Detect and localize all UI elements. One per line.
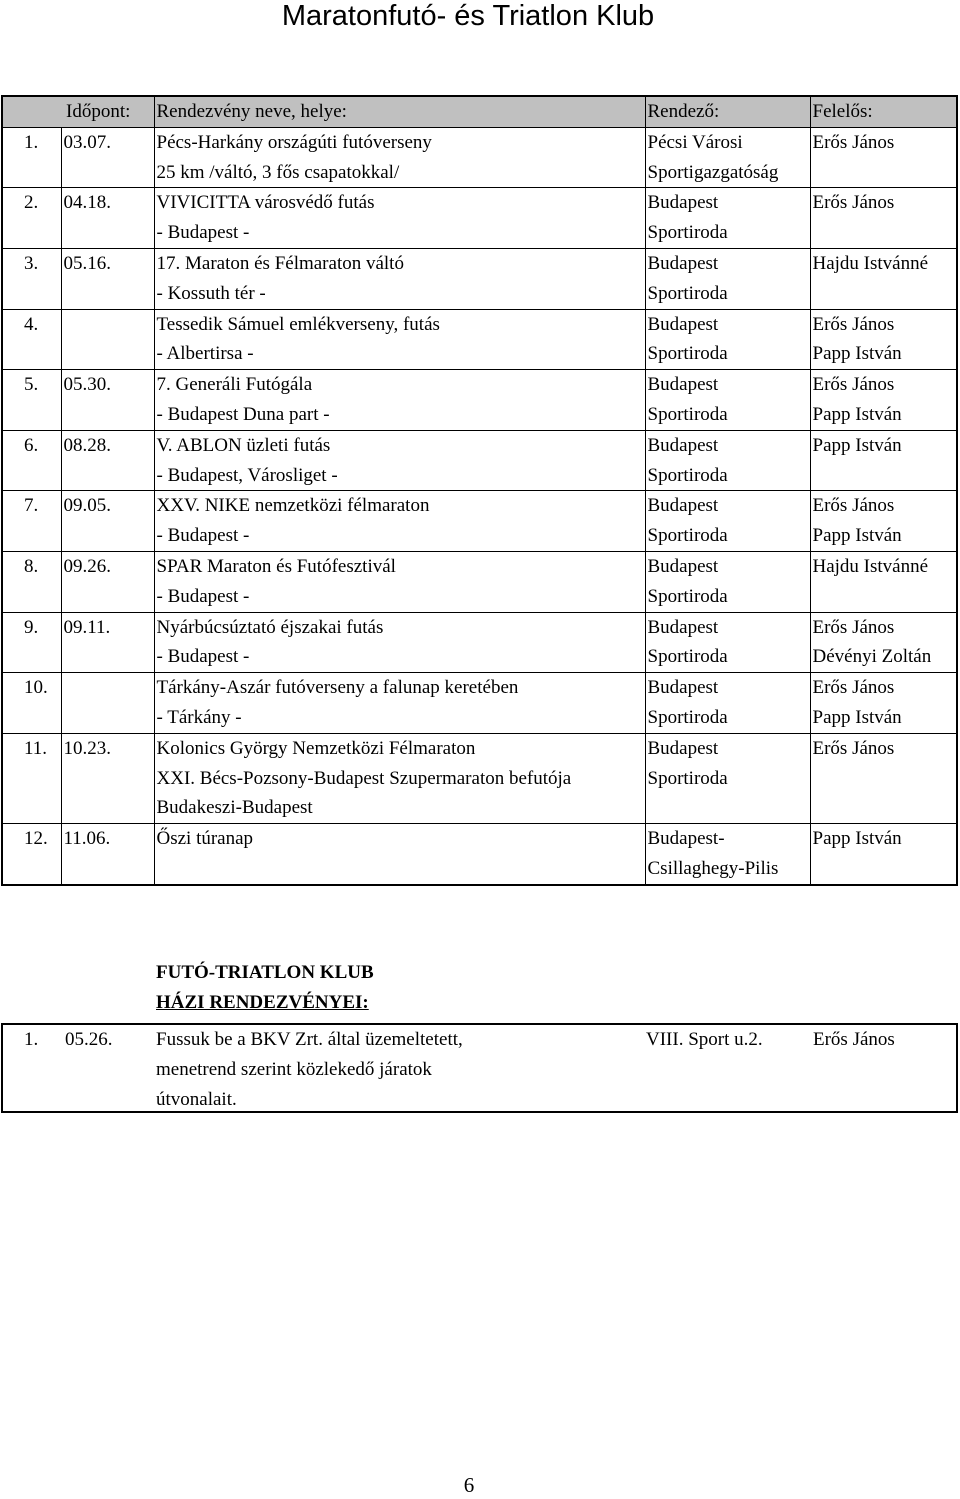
row-date [61, 673, 154, 734]
club-event-row [1, 1023, 958, 1113]
club-event-name-line: Fussuk be a BKV Zrt. által üzemeltetett, [156, 1029, 463, 1050]
row-date: 05.16. [61, 248, 154, 309]
row-event-line: 17. Maraton és Félmaraton váltó [156, 252, 404, 274]
row-number: 9. [2, 612, 61, 673]
row-event-line: Kolonics György Nemzetközi Félmaraton [156, 737, 476, 759]
row-event [154, 673, 645, 734]
row-event-line: SPAR Maraton és Futófesztivál [156, 555, 396, 577]
club-event-date: 05.26. [65, 1029, 113, 1050]
row-responsible [810, 370, 957, 431]
club-heading-line2: HÁZI RENDEZVÉNYEI: [156, 991, 369, 1013]
row-organizer-line: Csillaghegy-Pilis [647, 857, 779, 879]
row-event [154, 612, 645, 673]
row-organizer-line: Sportiroda [647, 282, 728, 304]
events-table-body [2, 127, 957, 884]
row-event [154, 309, 645, 370]
row-number: 8. [2, 551, 61, 612]
row-date: 10.23. [61, 733, 154, 823]
header-date: Időpont: [2, 96, 154, 127]
row-organizer-line: Budapest [647, 677, 719, 699]
row-date: 09.05. [61, 491, 154, 552]
row-responsible [810, 491, 957, 552]
row-organizer-line: Sportigazgatóság [647, 161, 779, 183]
row-responsible-line: Erős János [812, 374, 895, 396]
table-row [2, 673, 957, 734]
row-organizer-line: Budapest [647, 192, 719, 214]
row-event [154, 127, 645, 188]
row-responsible-line: Dévényi Zoltán [812, 646, 932, 668]
table-row [2, 370, 957, 431]
table-row [2, 188, 957, 249]
row-organizer-line: Sportiroda [647, 343, 728, 365]
row-event [154, 188, 645, 249]
row-event [154, 733, 645, 823]
row-organizer [645, 430, 810, 491]
row-event-line: - Kossuth tér - [156, 282, 266, 304]
row-event-line: - Budapest - [156, 525, 250, 547]
row-organizer [645, 612, 810, 673]
club-event-name-line: útvonalait. [156, 1088, 237, 1110]
row-organizer [645, 188, 810, 249]
row-organizer-line: Sportiroda [647, 706, 728, 728]
row-organizer [645, 248, 810, 309]
row-number: 3. [2, 248, 61, 309]
row-date: 08.28. [61, 430, 154, 491]
row-organizer [645, 673, 810, 734]
row-number: 12. [2, 824, 61, 885]
row-responsible [810, 248, 957, 309]
row-event-line: 25 km /váltó, 3 fős csapatokkal/ [156, 161, 400, 183]
row-event-line: 7. Generáli Futógála [156, 374, 313, 396]
row-organizer-line: Budapest [647, 555, 719, 577]
table-row [2, 248, 957, 309]
row-responsible [810, 673, 957, 734]
row-organizer [645, 551, 810, 612]
row-responsible-line: Erős János [812, 737, 895, 759]
row-responsible [810, 824, 957, 885]
row-number: 6. [2, 430, 61, 491]
club-event-num: 1. [24, 1029, 39, 1050]
row-event-line: Tárkány-Aszár futóverseny a falunap keretében [156, 677, 519, 699]
row-responsible-line: Erős János [812, 616, 895, 638]
row-date: 09.11. [61, 612, 154, 673]
club-heading-line1: FUTÓ-TRIATLON KLUB [156, 962, 374, 983]
club-event-organizer: VIII. Sport u.2. [646, 1029, 763, 1050]
row-organizer-line: Budapest- [647, 828, 725, 850]
row-responsible-line: Erős János [812, 313, 895, 335]
row-organizer [645, 370, 810, 431]
row-number: 4. [2, 309, 61, 370]
row-responsible-line: Hajdu Istvánné [812, 252, 929, 274]
row-event [154, 491, 645, 552]
row-responsible-line: Erős János [812, 495, 895, 517]
table-row [2, 309, 957, 370]
row-organizer-line: Pécsi Városi [647, 131, 743, 153]
row-event-line: VIVICITTA városvédő futás [156, 192, 375, 214]
row-event [154, 430, 645, 491]
page-title: Maratonfutó- és Triatlon Klub [281, 0, 655, 32]
club-event-responsible: Erős János [813, 1029, 895, 1050]
row-organizer [645, 309, 810, 370]
row-responsible [810, 551, 957, 612]
row-organizer-line: Budapest [647, 616, 719, 638]
table-row [2, 824, 957, 885]
row-event-line: Őszi túranap [156, 828, 254, 850]
table-row [2, 491, 957, 552]
row-date: 11.06. [61, 824, 154, 885]
row-date: 04.18. [61, 188, 154, 249]
row-responsible-line: Erős János [812, 677, 895, 699]
row-event-line: Tessedik Sámuel emlékverseny, futás [156, 313, 440, 335]
row-event-line: Nyárbúcsúztató éjszakai futás [156, 616, 384, 638]
table-header-row [2, 96, 957, 127]
row-event [154, 824, 645, 885]
table-row [2, 612, 957, 673]
row-responsible [810, 612, 957, 673]
row-organizer [645, 491, 810, 552]
row-date: 03.07. [61, 127, 154, 188]
row-event-line: - Budapest - [156, 585, 250, 607]
row-responsible-line: Papp István [812, 434, 902, 456]
row-organizer-line: Budapest [647, 495, 719, 517]
row-organizer-line: Sportiroda [647, 767, 728, 789]
row-responsible-line: Papp István [812, 343, 902, 365]
row-responsible-line: Erős János [812, 131, 895, 153]
row-event-line: XXV. NIKE nemzetközi félmaraton [156, 495, 430, 517]
row-date [61, 309, 154, 370]
row-event-line: Pécs-Harkány országúti futóverseny [156, 131, 432, 153]
table-row [2, 430, 957, 491]
row-event [154, 551, 645, 612]
row-organizer-line: Sportiroda [647, 585, 728, 607]
row-organizer-line: Budapest [647, 313, 719, 335]
row-organizer-line: Budapest [647, 252, 719, 274]
row-number: 2. [2, 188, 61, 249]
row-date: 05.30. [61, 370, 154, 431]
row-responsible-line: Papp István [812, 525, 902, 547]
row-event-line: XXI. Bécs-Pozsony-Budapest Szupermaraton befutója [156, 767, 572, 789]
row-event-line: - Budapest - [156, 646, 250, 668]
row-event-line: - Budapest - [156, 222, 250, 244]
row-number: 5. [2, 370, 61, 431]
row-responsible-line: Papp István [812, 828, 902, 850]
row-date: 09.26. [61, 551, 154, 612]
row-organizer-line: Sportiroda [647, 222, 728, 244]
row-event [154, 248, 645, 309]
row-organizer-line: Sportiroda [647, 403, 728, 425]
row-responsible-line: Hajdu Istvánné [812, 555, 929, 577]
row-organizer-line: Budapest [647, 434, 719, 456]
header-event: Rendezvény neve, helye: [154, 96, 645, 127]
table-row [2, 733, 957, 823]
table-row [2, 551, 957, 612]
row-responsible [810, 430, 957, 491]
row-event-line: - Budapest, Városliget - [156, 464, 338, 486]
row-organizer [645, 733, 810, 823]
header-responsible: Felelős: [810, 96, 957, 127]
row-organizer-line: Sportiroda [647, 646, 728, 668]
row-responsible [810, 127, 957, 188]
row-organizer [645, 127, 810, 188]
row-responsible-line: Papp István [812, 706, 902, 728]
row-number: 7. [2, 491, 61, 552]
row-event-line: V. ABLON üzleti futás [156, 434, 331, 456]
row-organizer [645, 824, 810, 885]
row-number: 11. [2, 733, 61, 823]
row-responsible [810, 309, 957, 370]
club-events-heading [156, 958, 374, 1018]
club-event-name [156, 1025, 463, 1114]
row-number: 10. [2, 673, 61, 734]
row-number: 1. [2, 127, 61, 188]
row-event-line: - Budapest Duna part - [156, 403, 330, 425]
row-event [154, 370, 645, 431]
row-organizer-line: Sportiroda [647, 525, 728, 547]
row-organizer-line: Budapest [647, 374, 719, 396]
row-responsible-line: Papp István [812, 403, 902, 425]
page-number: 6 [463, 1473, 475, 1497]
header-organizer: Rendező: [645, 96, 810, 127]
row-responsible-line: Erős János [812, 192, 895, 214]
row-event-line: - Albertirsa - [156, 343, 254, 365]
row-event-line: - Tárkány - [156, 706, 242, 728]
row-responsible [810, 188, 957, 249]
row-organizer-line: Sportiroda [647, 464, 728, 486]
row-event-line: Budakeszi-Budapest [156, 797, 313, 819]
events-table [1, 95, 958, 886]
row-responsible [810, 733, 957, 823]
club-event-name-line: menetrend szerint közlekedő járatok [156, 1058, 432, 1080]
table-row [2, 127, 957, 188]
row-organizer-line: Budapest [647, 737, 719, 759]
